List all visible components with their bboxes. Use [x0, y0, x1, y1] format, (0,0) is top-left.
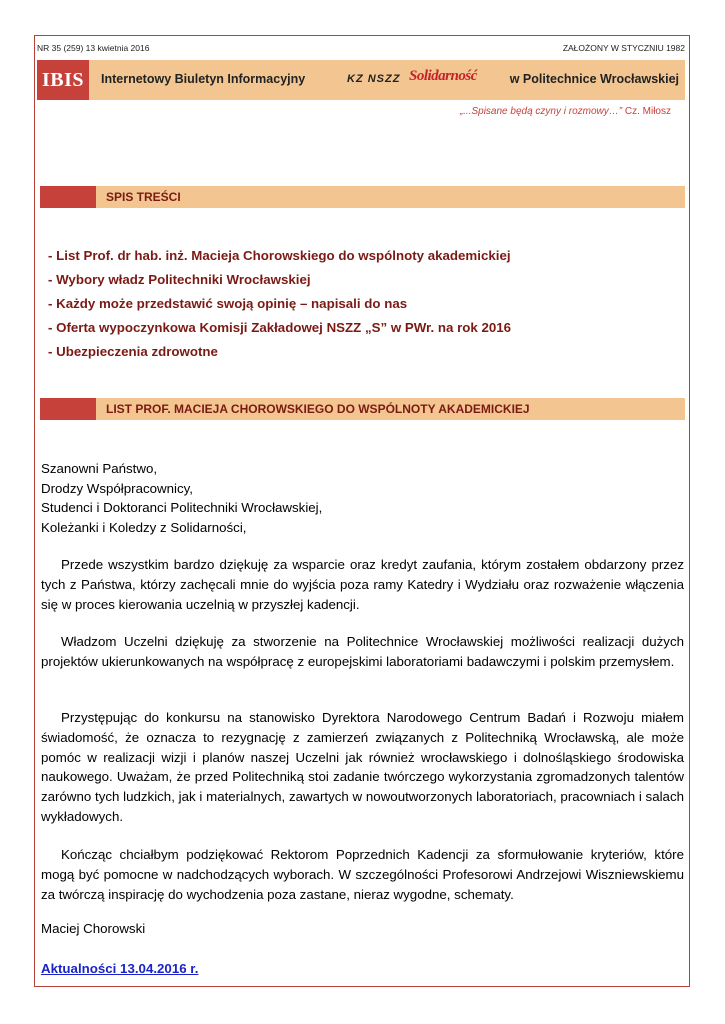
article-paragraph: Kończąc chciałbym podziękować Rektorom Poprzednich Kadencji za sformułowanie kryteriów, które mogą być pomocne w nadchodzących wyborach. W szczególności Profesorowi Andrzejowi Wiszniewskiemu za twórczą inspirację do wychodzenia poza zastane, nieraz wygodne, schematy. — [41, 847, 684, 902]
solidarnosc-logo: Solidarność — [409, 68, 477, 84]
motto-author: Cz. Miłosz — [624, 106, 671, 117]
bulletin-title-right: w Politechnice Wrocławskiej — [509, 72, 679, 86]
greeting — [41, 459, 322, 537]
greeting-line: Koleżanki i Koledzy z Solidarności, — [41, 519, 247, 535]
table-of-contents — [48, 247, 511, 367]
heading-accent — [40, 398, 96, 420]
issue-number: NR 35 (259) 13 kwietnia 2016 — [37, 43, 150, 53]
founded-note: ZAŁOŻONY W STYCZNIU 1982 — [562, 43, 685, 53]
motto-quote: „...Spisane będą czyny i rozmowy…” — [459, 106, 623, 117]
greeting-line: Szanowni Państwo, — [41, 461, 158, 476]
signature: Maciej Chorowski — [41, 921, 146, 936]
toc-item[interactable]: - Oferta wypoczynkowa Komisji Zakładowej NSZZ „S” w PWr. na rok 2016 — [48, 320, 512, 335]
greeting-line: Studenci i Doktoranci Politechniki Wrocławskiej, — [41, 500, 323, 515]
motto — [460, 106, 671, 117]
toc-heading-bar — [40, 186, 685, 208]
article-paragraph: Przystępując do konkursu na stanowisko Dyrektora Narodowego Centrum Badań i Rozwoju miałem świadomość, że oznacza to rezygnację z zamierzeń związanych z Politechniką Wrocławską, ale może pomóc w realizacji wizji i planów naszej Uczelni jak również wrocławskiego i dolnośląskiego środowiska naukowego. Uważam, że przed Politechniką stoi zadanie twórczego wykorzystania zgromadzonych talentów zarówno tych ludzkich, jak i materialnych, zawartych w nowoutworzonych laboratoriach, pracowniach i salach wykładowych. — [41, 710, 684, 824]
toc-item[interactable]: - Ubezpieczenia zdrowotne — [48, 344, 218, 359]
article-paragraph: Przede wszystkim bardzo dziękuję za wsparcie oraz kredyt zaufania, którym zostałem obdarzony przez tych z Państwa, którzy zachęcali mnie do wyjścia poza ramy Katedry i Wydziału oraz rozważenie włączenia się w proces kierowania uczelnią w przyszłej kadencji. — [41, 557, 684, 612]
kz-nszz-label: KZ NSZZ — [347, 73, 401, 85]
bulletin-title: Internetowy Biuletyn Informacyjny — [101, 72, 306, 86]
toc-item[interactable]: - Każdy może przedstawić swoją opinię – napisali do nas — [48, 296, 408, 311]
toc-heading: SPIS TREŚCI — [106, 190, 181, 204]
greeting-line: Drodzy Współpracownicy, — [41, 480, 193, 496]
toc-item[interactable]: - Wybory władz Politechniki Wrocławskiej — [48, 272, 311, 287]
news-link[interactable]: Aktualności 13.04.2016 r. — [41, 961, 199, 976]
article-heading-bar — [40, 398, 685, 420]
article-heading: LIST PROF. MACIEJA CHOROWSKIEGO DO WSPÓLNOTY AKADEMICKIEJ — [106, 402, 530, 416]
toc-item[interactable]: - List Prof. dr hab. inż. Macieja Chorowskiego do wspólnoty akademickiej — [48, 248, 511, 263]
masthead-banner — [37, 60, 685, 100]
ibis-logo: IBIS — [37, 60, 89, 100]
article-paragraph: Władzom Uczelni dziękuję za stworzenie na Politechnice Wrocławskiej możliwości realizacji dużych projektów ukierunkowanych na współpracę z europejskimi laboratoriami badawczymi i polskim przemysłem. — [41, 634, 684, 669]
heading-accent — [40, 186, 96, 208]
